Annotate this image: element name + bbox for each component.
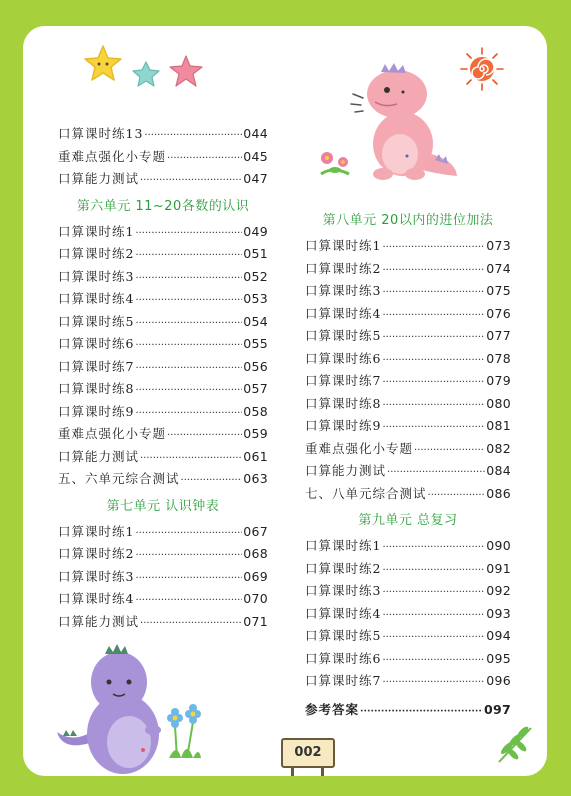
toc-entry[interactable]	[305, 671, 511, 694]
toc-entry-page: 084	[486, 463, 511, 478]
toc-entry-page: 070	[243, 591, 268, 606]
toc-entry[interactable]	[305, 581, 511, 604]
dot-leader	[382, 677, 485, 688]
toc-entry-page: 074	[486, 260, 511, 276]
toc-entry[interactable]	[305, 604, 511, 627]
toc-entry-page: 044	[243, 126, 268, 141]
toc-entry-page: 055	[243, 336, 268, 351]
toc-entry-page: 076	[486, 305, 511, 321]
toc-entry[interactable]	[305, 394, 511, 417]
toc-entry[interactable]	[58, 222, 268, 245]
toc-entry[interactable]	[58, 522, 268, 545]
dot-leader	[140, 618, 242, 629]
toc-entry[interactable]	[305, 649, 511, 672]
dot-leader	[382, 587, 485, 598]
toc-entry-page: 052	[243, 268, 268, 284]
toc-entry-page: 054	[243, 313, 268, 329]
toc-entry-page: 093	[486, 605, 511, 621]
toc-entry[interactable]	[305, 304, 511, 327]
toc-entry-page: 051	[243, 246, 268, 261]
toc-entry-label: 口算能力测试	[58, 613, 140, 629]
toc-entry-page: 047	[243, 171, 268, 186]
toc-entry-page: 091	[486, 560, 511, 576]
toc-entry[interactable]	[305, 416, 511, 439]
dot-leader	[382, 287, 485, 298]
toc-entry[interactable]	[305, 461, 511, 484]
toc-entry-page: 049	[243, 223, 268, 239]
toc-entry[interactable]	[58, 124, 268, 147]
toc-entry-page: 053	[243, 291, 268, 306]
leaf-icon	[493, 722, 537, 766]
toc-entry-label: 口算课时练2	[58, 246, 135, 261]
dot-leader	[135, 385, 242, 396]
dot-leader	[135, 250, 242, 261]
toc-entry[interactable]	[58, 147, 268, 170]
toc-entry-page: 073	[486, 238, 511, 253]
dot-leader	[167, 430, 242, 441]
toc-entry[interactable]	[305, 626, 511, 649]
dot-leader	[382, 400, 485, 411]
dot-leader	[135, 318, 242, 329]
dot-leader	[382, 310, 485, 321]
toc-entry-page: 081	[486, 418, 511, 433]
section-heading: 第六单元 11~20各数的认识	[76, 198, 250, 214]
toc-entry-page: 079	[486, 373, 511, 388]
toc-entry-label: 口算课时练4	[305, 605, 382, 621]
toc-entry-page: 067	[243, 523, 268, 539]
toc-entry-label: 口算课时练6	[305, 650, 382, 666]
toc-entry-label: 口算课时练8	[305, 395, 382, 411]
dot-leader	[144, 130, 242, 141]
sign-leg	[321, 767, 324, 776]
toc-entry-label: 口算课时练3	[305, 283, 382, 298]
toc-entry-page: 059	[243, 426, 268, 441]
toc-entry-label: 口算课时练3	[58, 568, 135, 584]
toc-entry-label: 五、六单元综合测试	[58, 471, 180, 486]
page-number: 002	[281, 738, 335, 768]
dot-leader	[382, 655, 485, 666]
dot-leader	[382, 610, 485, 621]
toc-entry[interactable]	[305, 236, 511, 259]
toc-entry[interactable]	[305, 536, 511, 559]
toc-entry[interactable]	[58, 334, 268, 357]
toc-entry-label: 口算课时练2	[58, 546, 135, 561]
dot-leader	[135, 528, 242, 539]
toc-entry-label: 口算课时练2	[305, 560, 382, 576]
dot-leader	[135, 573, 242, 584]
toc-entry-label: 口算课时练5	[58, 313, 135, 329]
dot-leader	[382, 632, 485, 643]
toc-entry-label: 口算课时练2	[305, 260, 382, 276]
toc-entry-label: 口算课时练13	[58, 126, 144, 141]
toc-entry-page: 082	[486, 440, 511, 456]
toc-entry[interactable]	[58, 379, 268, 402]
toc-entry[interactable]	[58, 469, 268, 492]
dot-leader	[181, 475, 243, 486]
toc-entry-label: 口算课时练3	[58, 268, 135, 284]
toc-entry[interactable]	[305, 281, 511, 304]
dot-leader	[382, 265, 485, 276]
dot-leader	[135, 408, 242, 419]
toc-entry-label: 口算课时练1	[305, 238, 382, 253]
dot-leader	[382, 355, 485, 366]
toc-entry[interactable]	[58, 424, 268, 447]
dot-leader	[135, 295, 242, 306]
dot-leader	[387, 467, 485, 478]
toc-entry[interactable]	[58, 244, 268, 267]
dot-leader	[140, 453, 242, 464]
toc-entry-page: 068	[243, 546, 268, 561]
dot-leader	[135, 228, 242, 239]
toc-entry-label: 口算能力测试	[305, 463, 387, 478]
toc-entry[interactable]	[58, 447, 268, 470]
toc-entry-page: 092	[486, 583, 511, 598]
section-heading: 第七单元 认识钟表	[106, 498, 220, 514]
toc-entry[interactable]	[58, 312, 268, 335]
dot-leader	[382, 565, 485, 576]
star-pink-icon	[168, 54, 204, 88]
dot-leader	[382, 377, 485, 388]
toc-entry-page: 056	[243, 358, 268, 374]
flower-icon	[313, 144, 357, 178]
toc-entry[interactable]	[58, 289, 268, 312]
dot-leader	[382, 332, 485, 343]
toc-entry-label: 口算课时练7	[305, 373, 382, 388]
pink-dinosaur-icon	[345, 56, 465, 186]
section-heading: 第九单元 总复习	[358, 513, 458, 528]
toc-entry-page: 096	[486, 673, 511, 688]
toc-entry[interactable]	[58, 169, 268, 192]
toc-entry-label: 口算课时练4	[58, 291, 135, 306]
dot-leader	[167, 153, 242, 164]
toc-entry-label: 重难点强化小专题	[58, 148, 167, 164]
toc-entry-page: 094	[486, 628, 511, 643]
toc-entry-label: 口算能力测试	[58, 448, 140, 464]
toc-entry[interactable]	[305, 439, 511, 462]
toc-entry-page: 061	[243, 448, 268, 464]
section-heading: 第八单元 20以内的进位加法	[322, 213, 494, 228]
toc-page	[23, 26, 547, 776]
toc-entry-label: 重难点强化小专题	[305, 440, 414, 456]
toc-entry[interactable]	[58, 612, 268, 635]
toc-entry-page: 045	[243, 148, 268, 164]
toc-entry-label: 口算课时练9	[305, 418, 382, 433]
toc-entry-label: 口算课时练6	[58, 336, 135, 351]
toc-entry-page: 080	[486, 395, 511, 411]
toc-entry-page: 057	[243, 381, 268, 396]
toc-entry-page: 075	[486, 283, 511, 298]
toc-entry-label: 重难点强化小专题	[58, 426, 167, 441]
toc-entry[interactable]	[58, 544, 268, 567]
toc-entry-label: 口算课时练1	[305, 538, 382, 553]
toc-entry[interactable]	[305, 326, 511, 349]
toc-left-column	[58, 124, 268, 634]
dot-leader	[140, 175, 242, 186]
toc-entry-label: 口算课时练5	[305, 328, 382, 343]
toc-entry[interactable]	[58, 267, 268, 290]
toc-entry-label: 口算课时练4	[58, 591, 135, 606]
toc-entry-page: 095	[486, 650, 511, 666]
dot-leader	[382, 422, 485, 433]
toc-entry-label: 口算课时练6	[305, 350, 382, 366]
toc-entry[interactable]	[58, 357, 268, 380]
toc-entry-page: 078	[486, 350, 511, 366]
dot-leader	[135, 340, 242, 351]
toc-entry-label: 口算能力测试	[58, 171, 140, 186]
toc-entry-label: 口算课时练7	[305, 673, 382, 688]
flower-icon	[161, 702, 207, 764]
dot-leader	[135, 363, 242, 374]
toc-entry-label: 七、八单元综合测试	[305, 485, 427, 501]
toc-entry[interactable]	[305, 371, 511, 394]
dot-leader	[360, 706, 483, 717]
toc-entry-label: 口算课时练5	[305, 628, 382, 643]
toc-entry[interactable]	[58, 567, 268, 590]
dot-leader	[135, 550, 242, 561]
toc-entry-label: 口算课时练1	[58, 223, 135, 239]
dot-leader	[382, 242, 485, 253]
toc-entry-label: 口算课时练3	[305, 583, 382, 598]
sun-spiral-icon	[459, 46, 505, 92]
toc-right-column	[305, 206, 511, 722]
toc-entry[interactable]	[305, 700, 511, 723]
sign-leg	[291, 767, 294, 776]
toc-entry-label: 口算课时练7	[58, 358, 135, 374]
toc-entry[interactable]	[58, 402, 268, 425]
toc-entry-page: 090	[486, 538, 511, 553]
toc-entry-page: 063	[243, 471, 268, 486]
toc-entry[interactable]	[305, 559, 511, 582]
dot-leader	[428, 490, 486, 501]
toc-entry[interactable]	[305, 259, 511, 282]
dot-leader	[414, 445, 485, 456]
toc-entry[interactable]	[305, 349, 511, 372]
star-yellow-icon	[83, 44, 123, 82]
toc-entry-label: 口算课时练8	[58, 381, 135, 396]
toc-entry-label: 口算课时练9	[58, 403, 135, 419]
toc-entry-label: 口算课时练1	[58, 523, 135, 539]
toc-entry-page: 058	[243, 403, 268, 419]
star-teal-icon	[131, 60, 161, 88]
toc-entry[interactable]	[58, 589, 268, 612]
dot-leader	[382, 542, 485, 553]
toc-entry-label: 参考答案	[305, 701, 360, 717]
toc-entry-page: 071	[243, 613, 268, 629]
toc-entry-page: 077	[486, 328, 511, 343]
toc-entry-page: 086	[486, 485, 511, 501]
toc-entry-page: 097	[484, 701, 511, 717]
toc-entry[interactable]	[305, 484, 511, 507]
dot-leader	[135, 273, 242, 284]
toc-entry-page: 069	[243, 568, 268, 584]
toc-entry-label: 口算课时练4	[305, 305, 382, 321]
dot-leader	[135, 595, 242, 606]
